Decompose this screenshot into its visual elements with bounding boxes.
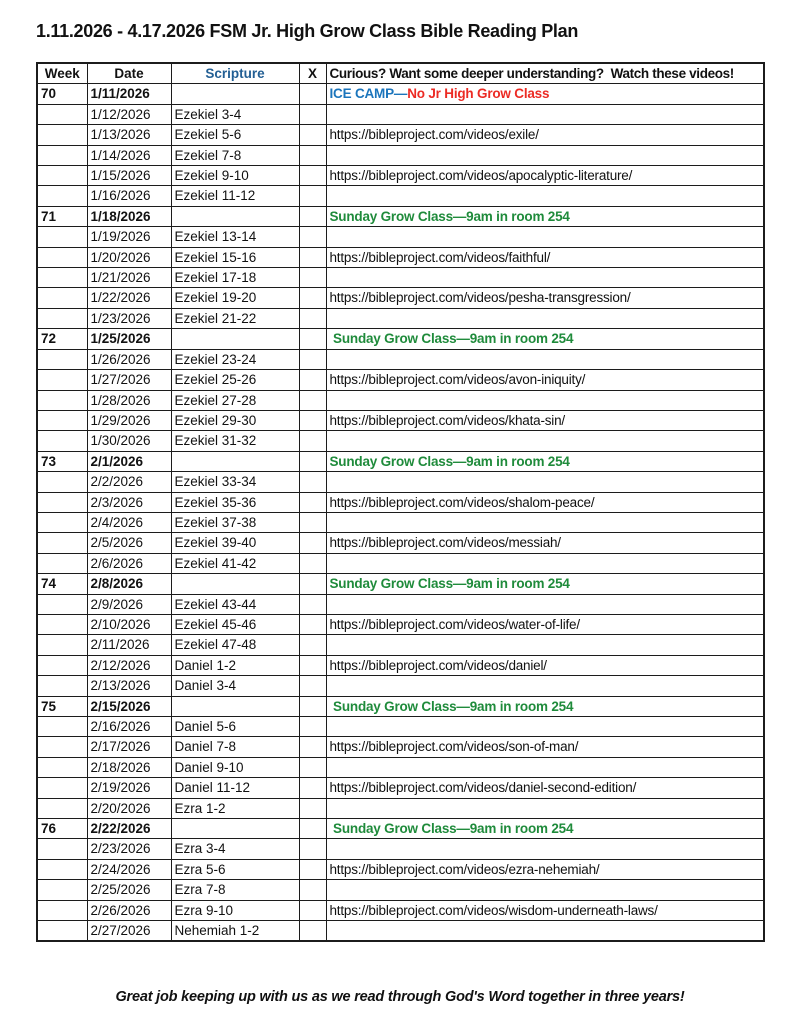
- week-cell: [37, 778, 87, 798]
- video-cell: [326, 635, 764, 655]
- check-cell: [299, 553, 326, 573]
- video-cell: [326, 247, 764, 267]
- video-cell: [326, 390, 764, 410]
- check-cell: [299, 635, 326, 655]
- scripture-cell: Ezra 1-2: [171, 798, 299, 818]
- table-row: [37, 676, 764, 696]
- date-cell: 2/22/2026: [87, 819, 171, 839]
- table-row: [37, 512, 764, 532]
- video-link[interactable]: https://bibleproject.com/videos/avon-iniquity/: [329, 372, 586, 388]
- video-cell: [326, 84, 764, 104]
- week-cell: [37, 553, 87, 573]
- week-cell: [37, 247, 87, 267]
- scripture-cell: Ezekiel 39-40: [171, 533, 299, 553]
- date-cell: 1/21/2026: [87, 268, 171, 288]
- col-header-date: Date: [87, 63, 171, 84]
- week-cell: [37, 798, 87, 818]
- reading-plan-table: [36, 62, 765, 942]
- table-row: [37, 125, 764, 145]
- video-cell: [326, 268, 764, 288]
- week-cell: [37, 104, 87, 124]
- check-cell: [299, 778, 326, 798]
- video-cell: [326, 125, 764, 145]
- check-cell: [299, 186, 326, 206]
- video-cell: [326, 145, 764, 165]
- date-cell: 2/6/2026: [87, 553, 171, 573]
- video-cell: [326, 553, 764, 573]
- video-cell: [326, 696, 764, 716]
- check-cell: [299, 288, 326, 308]
- video-link[interactable]: https://bibleproject.com/videos/shalom-peace/: [329, 494, 595, 510]
- video-cell: [326, 206, 764, 226]
- table-row: [37, 635, 764, 655]
- table-row: [37, 451, 764, 471]
- week-cell: [37, 166, 87, 186]
- video-link[interactable]: https://bibleproject.com/videos/khata-sin/: [329, 412, 565, 428]
- scripture-cell: Ezekiel 35-36: [171, 492, 299, 512]
- date-cell: 2/8/2026: [87, 574, 171, 594]
- scripture-cell: Nehemiah 1-2: [171, 921, 299, 942]
- scripture-cell: Ezekiel 17-18: [171, 268, 299, 288]
- week-cell: 75: [37, 696, 87, 716]
- date-cell: 1/16/2026: [87, 186, 171, 206]
- video-cell: [326, 431, 764, 451]
- footer-note: Great job keeping up with us as we read through God's Word together in three years!: [115, 989, 685, 1005]
- date-cell: 2/20/2026: [87, 798, 171, 818]
- date-cell: 2/2/2026: [87, 472, 171, 492]
- date-cell: 1/20/2026: [87, 247, 171, 267]
- video-cell: [326, 900, 764, 920]
- video-cell: [326, 757, 764, 777]
- table-row: [37, 206, 764, 226]
- week-cell: [37, 431, 87, 451]
- table-row: [37, 166, 764, 186]
- table-row: [37, 880, 764, 900]
- week-cell: [37, 900, 87, 920]
- check-cell: [299, 880, 326, 900]
- video-cell: [326, 288, 764, 308]
- video-cell: [326, 819, 764, 839]
- week-cell: [37, 390, 87, 410]
- scripture-cell: Ezra 5-6: [171, 859, 299, 879]
- table-row: [37, 390, 764, 410]
- video-link[interactable]: https://bibleproject.com/videos/daniel/: [329, 657, 547, 673]
- scripture-cell: Ezekiel 33-34: [171, 472, 299, 492]
- check-cell: [299, 839, 326, 859]
- date-cell: 2/12/2026: [87, 655, 171, 675]
- week-cell: 74: [37, 574, 87, 594]
- date-cell: 2/16/2026: [87, 717, 171, 737]
- date-cell: 2/25/2026: [87, 880, 171, 900]
- video-link[interactable]: https://bibleproject.com/videos/messiah/: [329, 535, 561, 551]
- table-row: [37, 492, 764, 512]
- scripture-cell: Ezekiel 29-30: [171, 410, 299, 430]
- col-header-check: X: [299, 63, 326, 84]
- video-cell: [326, 921, 764, 942]
- table-row: [37, 717, 764, 737]
- check-cell: [299, 859, 326, 879]
- check-cell: [299, 819, 326, 839]
- week-cell: [37, 512, 87, 532]
- video-cell: [326, 451, 764, 471]
- video-cell: [326, 104, 764, 124]
- video-cell: [326, 349, 764, 369]
- check-cell: [299, 410, 326, 430]
- table-row: [37, 370, 764, 390]
- table-row: [37, 778, 764, 798]
- video-cell: [326, 839, 764, 859]
- check-cell: [299, 227, 326, 247]
- check-cell: [299, 390, 326, 410]
- check-cell: [299, 533, 326, 553]
- table-row: [37, 308, 764, 328]
- date-cell: 1/26/2026: [87, 349, 171, 369]
- scripture-cell: Ezra 3-4: [171, 839, 299, 859]
- video-link[interactable]: https://bibleproject.com/videos/daniel-second-edition/: [329, 780, 637, 796]
- week-cell: [37, 410, 87, 430]
- check-cell: [299, 696, 326, 716]
- check-cell: [299, 900, 326, 920]
- video-cell: [326, 574, 764, 594]
- table-row: [37, 349, 764, 369]
- scripture-cell: [171, 574, 299, 594]
- check-cell: [299, 349, 326, 369]
- week-cell: [37, 308, 87, 328]
- date-cell: 1/19/2026: [87, 227, 171, 247]
- date-cell: 2/19/2026: [87, 778, 171, 798]
- video-link[interactable]: https://bibleproject.com/videos/water-of-life/: [329, 616, 580, 632]
- date-cell: 1/22/2026: [87, 288, 171, 308]
- scripture-cell: [171, 451, 299, 471]
- table-row: [37, 819, 764, 839]
- table-row: [37, 594, 764, 614]
- col-header-scripture: Scripture: [171, 63, 299, 84]
- video-cell: [326, 614, 764, 634]
- week-cell: [37, 717, 87, 737]
- class-event-note: Sunday Grow Class—9am in room 254: [329, 208, 570, 224]
- date-cell: 1/11/2026: [87, 84, 171, 104]
- table-row: [37, 839, 764, 859]
- scripture-cell: Ezra 9-10: [171, 900, 299, 920]
- date-cell: 2/24/2026: [87, 859, 171, 879]
- scripture-cell: [171, 329, 299, 349]
- scripture-cell: [171, 696, 299, 716]
- video-link[interactable]: https://bibleproject.com/videos/apocalyptic-literature/: [329, 168, 633, 184]
- scripture-cell: Ezekiel 3-4: [171, 104, 299, 124]
- scripture-cell: Ezekiel 15-16: [171, 247, 299, 267]
- video-cell: [326, 798, 764, 818]
- check-cell: [299, 798, 326, 818]
- table-row: [37, 145, 764, 165]
- scripture-cell: Daniel 7-8: [171, 737, 299, 757]
- scripture-cell: Daniel 11-12: [171, 778, 299, 798]
- date-cell: 2/3/2026: [87, 492, 171, 512]
- video-cell: [326, 676, 764, 696]
- week-cell: [37, 594, 87, 614]
- week-cell: [37, 288, 87, 308]
- week-cell: [37, 533, 87, 553]
- video-cell: [326, 410, 764, 430]
- scripture-cell: Ezekiel 7-8: [171, 145, 299, 165]
- week-cell: [37, 145, 87, 165]
- check-cell: [299, 206, 326, 226]
- week-cell: [37, 349, 87, 369]
- scripture-cell: Ezekiel 45-46: [171, 614, 299, 634]
- scripture-cell: Ezekiel 31-32: [171, 431, 299, 451]
- check-cell: [299, 308, 326, 328]
- video-cell: [326, 512, 764, 532]
- col-header-videos: Curious? Want some deeper understanding? Watch these videos!: [326, 63, 764, 84]
- class-event-note: Sunday Grow Class—9am in room 254: [329, 821, 574, 837]
- table-row: [37, 186, 764, 206]
- check-cell: [299, 268, 326, 288]
- week-cell: [37, 125, 87, 145]
- scripture-cell: Ezekiel 43-44: [171, 594, 299, 614]
- week-cell: [37, 757, 87, 777]
- scripture-cell: Ezekiel 9-10: [171, 166, 299, 186]
- table-row: [37, 410, 764, 430]
- scripture-cell: Ezekiel 19-20: [171, 288, 299, 308]
- class-event-note: Sunday Grow Class—9am in room 254: [329, 698, 574, 714]
- week-cell: 73: [37, 451, 87, 471]
- video-cell: [326, 859, 764, 879]
- video-link[interactable]: https://bibleproject.com/videos/wisdom-underneath-laws/: [329, 902, 658, 918]
- check-cell: [299, 737, 326, 757]
- date-cell: 2/4/2026: [87, 512, 171, 532]
- video-link[interactable]: https://bibleproject.com/videos/pesha-transgression/: [329, 290, 631, 306]
- table-row: [37, 84, 764, 104]
- check-cell: [299, 717, 326, 737]
- check-cell: [299, 757, 326, 777]
- week-cell: [37, 614, 87, 634]
- date-cell: 2/1/2026: [87, 451, 171, 471]
- week-cell: [37, 839, 87, 859]
- week-cell: [37, 880, 87, 900]
- col-header-week: Week: [37, 63, 87, 84]
- date-cell: 2/13/2026: [87, 676, 171, 696]
- video-cell: [326, 594, 764, 614]
- page-title: 1.11.2026 - 4.17.2026 FSM Jr. High Grow Class Bible Reading Plan: [36, 21, 579, 41]
- scripture-cell: Daniel 5-6: [171, 717, 299, 737]
- check-cell: [299, 676, 326, 696]
- week-cell: [37, 635, 87, 655]
- no-class-label: No Jr High Grow Class: [407, 86, 550, 102]
- scripture-cell: Ezekiel 27-28: [171, 390, 299, 410]
- table-row: [37, 329, 764, 349]
- week-cell: [37, 186, 87, 206]
- check-cell: [299, 145, 326, 165]
- date-cell: 2/9/2026: [87, 594, 171, 614]
- video-cell: [326, 533, 764, 553]
- check-cell: [299, 512, 326, 532]
- video-cell: [326, 472, 764, 492]
- check-cell: [299, 451, 326, 471]
- check-cell: [299, 594, 326, 614]
- table-row: [37, 268, 764, 288]
- week-cell: 72: [37, 329, 87, 349]
- date-cell: 2/5/2026: [87, 533, 171, 553]
- scripture-cell: Ezekiel 25-26: [171, 370, 299, 390]
- check-cell: [299, 247, 326, 267]
- date-cell: 1/23/2026: [87, 308, 171, 328]
- video-link[interactable]: https://bibleproject.com/videos/faithful/: [329, 249, 551, 265]
- video-cell: [326, 308, 764, 328]
- table-row: [37, 798, 764, 818]
- video-cell: [326, 778, 764, 798]
- scripture-cell: Ezekiel 37-38: [171, 512, 299, 532]
- table-row: [37, 104, 764, 124]
- scripture-cell: Ezra 7-8: [171, 880, 299, 900]
- scripture-cell: Daniel 9-10: [171, 757, 299, 777]
- week-cell: [37, 655, 87, 675]
- check-cell: [299, 574, 326, 594]
- scripture-cell: [171, 819, 299, 839]
- date-cell: 2/18/2026: [87, 757, 171, 777]
- check-cell: [299, 125, 326, 145]
- date-cell: 1/13/2026: [87, 125, 171, 145]
- date-cell: 1/27/2026: [87, 370, 171, 390]
- table-row: [37, 737, 764, 757]
- date-cell: 1/18/2026: [87, 206, 171, 226]
- date-cell: 1/28/2026: [87, 390, 171, 410]
- table-row: [37, 859, 764, 879]
- check-cell: [299, 84, 326, 104]
- week-cell: [37, 268, 87, 288]
- scripture-cell: Ezekiel 11-12: [171, 186, 299, 206]
- scripture-cell: Ezekiel 47-48: [171, 635, 299, 655]
- week-cell: 71: [37, 206, 87, 226]
- table-row: [37, 247, 764, 267]
- date-cell: 1/15/2026: [87, 166, 171, 186]
- date-cell: 1/30/2026: [87, 431, 171, 451]
- table-row: [37, 553, 764, 573]
- class-event-note: Sunday Grow Class—9am in room 254: [329, 576, 570, 592]
- table-row: [37, 921, 764, 942]
- date-cell: 1/14/2026: [87, 145, 171, 165]
- video-cell: [326, 717, 764, 737]
- table-row: [37, 533, 764, 553]
- table-row: [37, 431, 764, 451]
- video-cell: [326, 737, 764, 757]
- video-cell: [326, 880, 764, 900]
- week-cell: 70: [37, 84, 87, 104]
- video-cell: [326, 186, 764, 206]
- table-row: [37, 288, 764, 308]
- video-cell: [326, 492, 764, 512]
- table-row: [37, 696, 764, 716]
- video-cell: [326, 655, 764, 675]
- table-row: [37, 574, 764, 594]
- date-cell: 1/12/2026: [87, 104, 171, 124]
- week-cell: [37, 492, 87, 512]
- date-cell: 2/10/2026: [87, 614, 171, 634]
- scripture-cell: Ezekiel 23-24: [171, 349, 299, 369]
- check-cell: [299, 472, 326, 492]
- table-row: [37, 614, 764, 634]
- ice-camp-label: ICE CAMP—: [329, 86, 408, 102]
- table-row: [37, 900, 764, 920]
- scripture-cell: Ezekiel 21-22: [171, 308, 299, 328]
- date-cell: 2/23/2026: [87, 839, 171, 859]
- check-cell: [299, 329, 326, 349]
- header-row: [37, 63, 764, 84]
- video-cell: [326, 227, 764, 247]
- table-row: [37, 655, 764, 675]
- check-cell: [299, 655, 326, 675]
- video-cell: [326, 370, 764, 390]
- check-cell: [299, 104, 326, 124]
- week-cell: [37, 737, 87, 757]
- table-row: [37, 757, 764, 777]
- scripture-cell: [171, 84, 299, 104]
- date-cell: 2/17/2026: [87, 737, 171, 757]
- week-cell: 76: [37, 819, 87, 839]
- video-link[interactable]: https://bibleproject.com/videos/ezra-nehemiah/: [329, 861, 600, 877]
- scripture-cell: Ezekiel 13-14: [171, 227, 299, 247]
- week-cell: [37, 676, 87, 696]
- scripture-cell: Ezekiel 5-6: [171, 125, 299, 145]
- video-link[interactable]: https://bibleproject.com/videos/exile/: [329, 127, 539, 143]
- table-row: [37, 472, 764, 492]
- video-cell: [326, 166, 764, 186]
- week-cell: [37, 859, 87, 879]
- week-cell: [37, 921, 87, 942]
- week-cell: [37, 370, 87, 390]
- scripture-cell: [171, 206, 299, 226]
- class-event-note: Sunday Grow Class—9am in room 254: [329, 331, 574, 347]
- week-cell: [37, 227, 87, 247]
- date-cell: 2/26/2026: [87, 900, 171, 920]
- video-cell: [326, 329, 764, 349]
- scripture-cell: Daniel 3-4: [171, 676, 299, 696]
- check-cell: [299, 492, 326, 512]
- date-cell: 2/15/2026: [87, 696, 171, 716]
- date-cell: 2/27/2026: [87, 921, 171, 942]
- scripture-cell: Daniel 1-2: [171, 655, 299, 675]
- class-event-note: Sunday Grow Class—9am in room 254: [329, 453, 570, 469]
- date-cell: 1/25/2026: [87, 329, 171, 349]
- video-link[interactable]: https://bibleproject.com/videos/son-of-man/: [329, 739, 579, 755]
- date-cell: 2/11/2026: [87, 635, 171, 655]
- table-row: [37, 227, 764, 247]
- week-cell: [37, 472, 87, 492]
- scripture-cell: Ezekiel 41-42: [171, 553, 299, 573]
- check-cell: [299, 614, 326, 634]
- check-cell: [299, 431, 326, 451]
- check-cell: [299, 166, 326, 186]
- date-cell: 1/29/2026: [87, 410, 171, 430]
- check-cell: [299, 921, 326, 942]
- check-cell: [299, 370, 326, 390]
